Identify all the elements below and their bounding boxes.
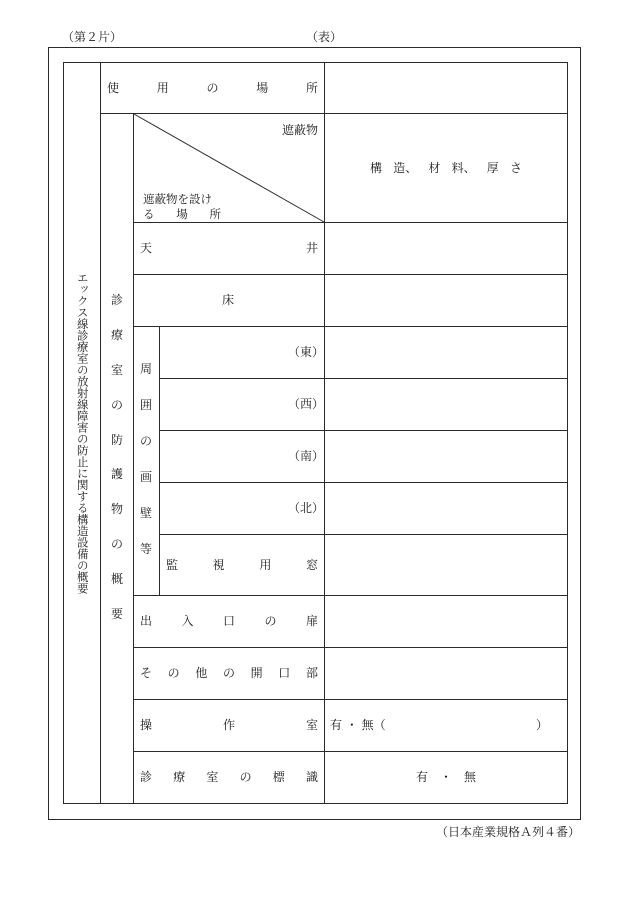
sheet-number-label: （第２片） xyxy=(62,30,123,44)
paper-size-note: （日本産業規格Ａ列４番） xyxy=(436,825,581,839)
row-divider xyxy=(159,430,568,431)
floor-value-field[interactable] xyxy=(326,276,566,325)
outer-category-label: エックス線診療室の放射線障害の防止に関する構造設備の概要 xyxy=(75,272,90,594)
row-divider xyxy=(133,699,568,700)
room-sign-label: 診 療 室 の 標 識 xyxy=(140,770,318,784)
operation-room-label: 操 作 室 xyxy=(140,718,318,732)
entrance-door-label: 出 入 口 の 扉 xyxy=(140,614,318,628)
shielding-object-heading: 遮蔽物 xyxy=(282,123,319,137)
row-divider xyxy=(133,647,568,648)
other-openings-value-field[interactable] xyxy=(326,649,566,698)
shielding-place-heading-line1: 遮蔽物を設け xyxy=(143,192,212,206)
wall-south-label: （南） xyxy=(288,449,325,463)
row-divider xyxy=(133,595,568,596)
ceiling-label: 天 井 xyxy=(140,241,318,255)
wall-east-value-field[interactable] xyxy=(326,328,566,377)
usage-location-value[interactable] xyxy=(326,64,566,112)
row-divider xyxy=(133,326,568,327)
monitoring-window-value-field[interactable] xyxy=(326,536,566,594)
operation-room-presence-field[interactable] xyxy=(330,719,548,731)
other-openings-label: そ の 他 の 開 口 部 xyxy=(140,666,318,680)
protective-structure-section-label: 診 療 室 の 防 護 物 の 概 要 xyxy=(110,293,123,621)
structure-material-thickness-heading: 構 造、 材 料、 厚 さ xyxy=(370,161,522,175)
row-divider xyxy=(133,274,568,275)
row-divider xyxy=(159,534,568,535)
wall-west-label: （西） xyxy=(288,397,325,411)
wall-north-value-field[interactable] xyxy=(326,484,566,533)
usage-location-label: 使 用 の 場 所 xyxy=(107,81,318,95)
wall-east-label: （東） xyxy=(288,345,325,359)
front-side-label: （表） xyxy=(306,30,343,44)
wall-west-value-field[interactable] xyxy=(326,380,566,429)
wall-south-value-field[interactable] xyxy=(326,432,566,481)
divider-outer-label xyxy=(100,62,101,804)
operation-room-presence-options[interactable]: 有 ・ 無（ xyxy=(330,718,386,732)
surrounding-walls-label: 周 囲 の 画 壁 等 xyxy=(139,362,152,556)
entrance-door-value-field[interactable] xyxy=(326,597,566,646)
row-divider xyxy=(159,482,568,483)
room-sign-presence-field[interactable]: 有 ・ 無 xyxy=(415,770,476,784)
ceiling-value-field[interactable] xyxy=(326,224,566,273)
divider-wall-group xyxy=(159,327,160,595)
operation-room-closing-paren: ） xyxy=(535,718,548,732)
shielding-place-heading-line2: る 場 所 xyxy=(143,207,221,221)
monitoring-window-label: 監 視 用 窓 xyxy=(166,558,318,572)
row-divider xyxy=(159,378,568,379)
floor-label: 床 xyxy=(222,293,235,307)
row-divider xyxy=(133,751,568,752)
wall-north-label: （北） xyxy=(288,501,325,515)
